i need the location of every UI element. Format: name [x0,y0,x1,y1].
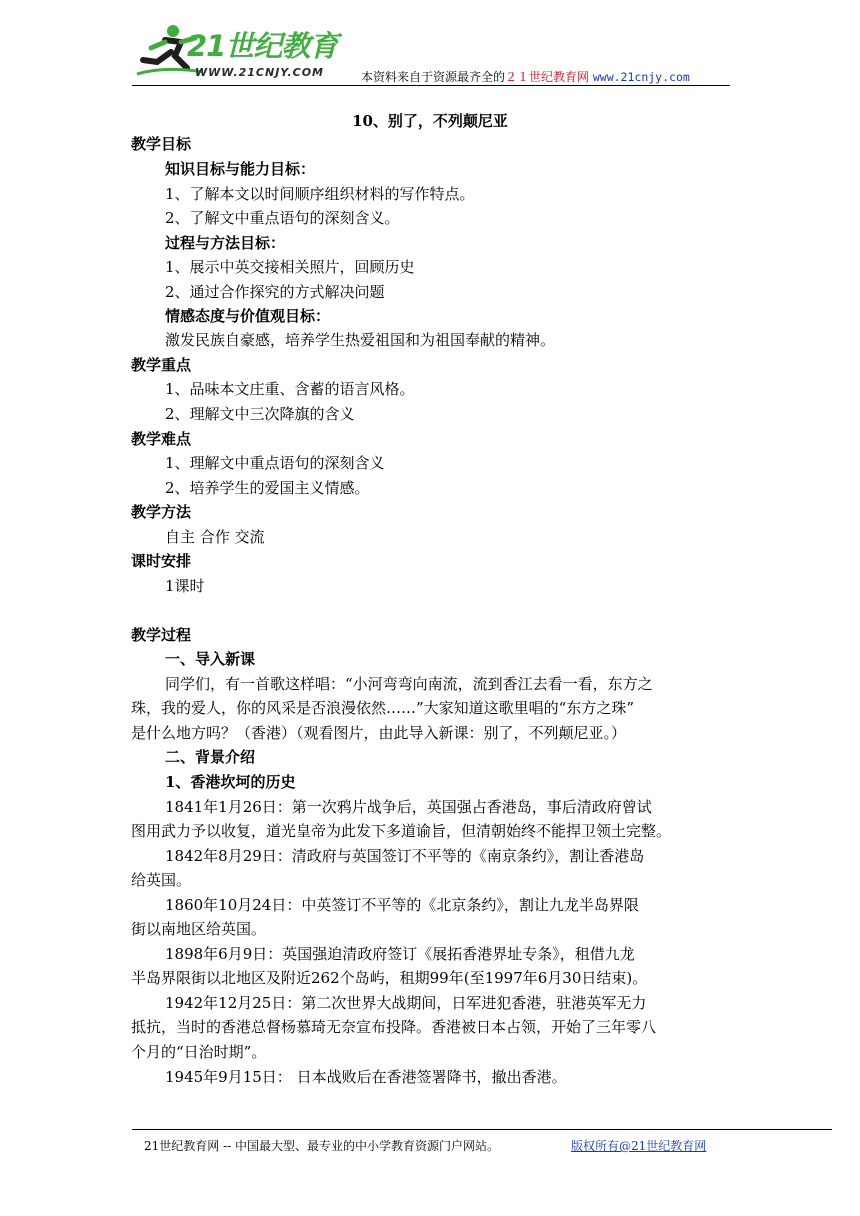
list-item: 2、通过合作探究的方式解决问题 [165,283,385,301]
paragraph-line: 给英国。 [131,871,192,889]
section-heading: 教学目标 [131,135,192,153]
section-heading: 教学重点 [131,356,192,374]
paragraph-line: 1842年8月29日：清政府与英国签订不平等的《南京条约》，割让香港岛 [165,847,645,865]
list-item: 2、培养学生的爱国主义情感。 [165,479,370,497]
paragraph-line: 1898年6月9日：英国强迫清政府签订《展拓香港界址专条》，租借九龙 [165,945,635,963]
paragraph-line: 半岛界限街以北地区及附近262个岛屿，租期99年(至1997年6月30日结束)。 [131,969,648,987]
paragraph-line: 是什么地方吗？（香港）（观看图片，由此导入新课：别了，不列颠尼亚。） [131,724,627,742]
header-tagline [361,68,690,85]
section-heading: 课时安排 [131,552,192,570]
logo-url: WWW.21CNJY.COM [195,66,324,79]
list-item: 自主 合作 交流 [165,528,265,546]
subsection-heading: 知识目标与能力目标： [165,160,316,178]
header-url-link[interactable]: www.21cnjy.com [592,70,690,84]
list-item: 2、理解文中三次降旗的含义 [165,405,355,423]
subsection-heading: 1、香港坎坷的历史 [165,773,296,791]
paragraph-line: 街以南地区给英国。 [131,920,267,938]
header-tag-prefix: 本资料来自于资源最齐全的 [361,70,506,84]
list-item: 激发民族自豪感，培养学生热爱祖国和为祖国奉献的精神。 [165,331,556,349]
section-heading: 教学过程 [131,626,192,644]
list-item: 2、了解文中重点语句的深刻含义。 [165,209,400,227]
document-title: 10、别了，不列颠尼亚 [352,112,508,130]
site-logo[interactable] [135,22,338,84]
subsection-heading: 情感态度与价值观目标： [165,307,331,325]
paragraph-line: 同学们，有一首歌这样唱：“小河弯弯向南流，流到香江去看一看，东方之 [165,675,653,693]
list-item: 1、理解文中重点语句的深刻含义 [165,454,385,472]
paragraph-line: 个月的“日治时期”。 [131,1043,267,1061]
section-heading: 教学难点 [131,430,192,448]
paragraph-line: 1841年1月26日：第一次鸦片战争后，英国强占香港岛，事后清政府曾试 [165,798,652,816]
paragraph-line: 1860年10月24日：中英签订不平等的《北京条约》，割让九龙半岛界限 [165,896,639,914]
subsection-heading: 二、背景介绍 [165,748,256,766]
header-site-link[interactable]: ２１世纪教育网 [505,70,590,84]
list-item: 1、展示中英交接相关照片，回顾历史 [165,258,415,276]
list-item: 1、了解本文以时间顺序组织材料的写作特点。 [165,185,475,203]
footer-text: 21世纪教育网 -- 中国最大型、最专业的中小学教育资源门户网站。 [144,1139,500,1153]
logo-text: 21世纪教育 [187,29,338,63]
paragraph-line: 1945年9月15日： 日本战败后在香港签署降书，撤出香港。 [165,1068,567,1086]
footer-copyright-link[interactable]: 版权所有@21世纪教育网 [571,1139,707,1153]
paragraph-line: 抵抗，当时的香港总督杨慕琦无奈宣布投降。香港被日本占领，开始了三年零八 [131,1018,657,1036]
footer-divider [132,1129,832,1130]
paragraph-line: 1942年12月25日：第二次世界大战期间，日军进犯香港，驻港英军无力 [165,994,647,1012]
list-item: 1、品味本文庄重、含蓄的语言风格。 [165,380,415,398]
list-item: 1课时 [165,577,205,595]
paragraph-line: 珠，我的爱人，你的风采是否浪漫依然……”大家知道这歌里唱的“东方之珠” [131,699,635,717]
subsection-heading: 过程与方法目标： [165,234,286,252]
section-heading: 教学方法 [131,503,192,521]
subsection-heading: 一、导入新课 [165,650,256,668]
header-divider [132,85,730,86]
paragraph-line: 图用武力予以收复，道光皇帝为此发下多道谕旨，但清朝始终不能捍卫领土完整。 [131,822,672,840]
